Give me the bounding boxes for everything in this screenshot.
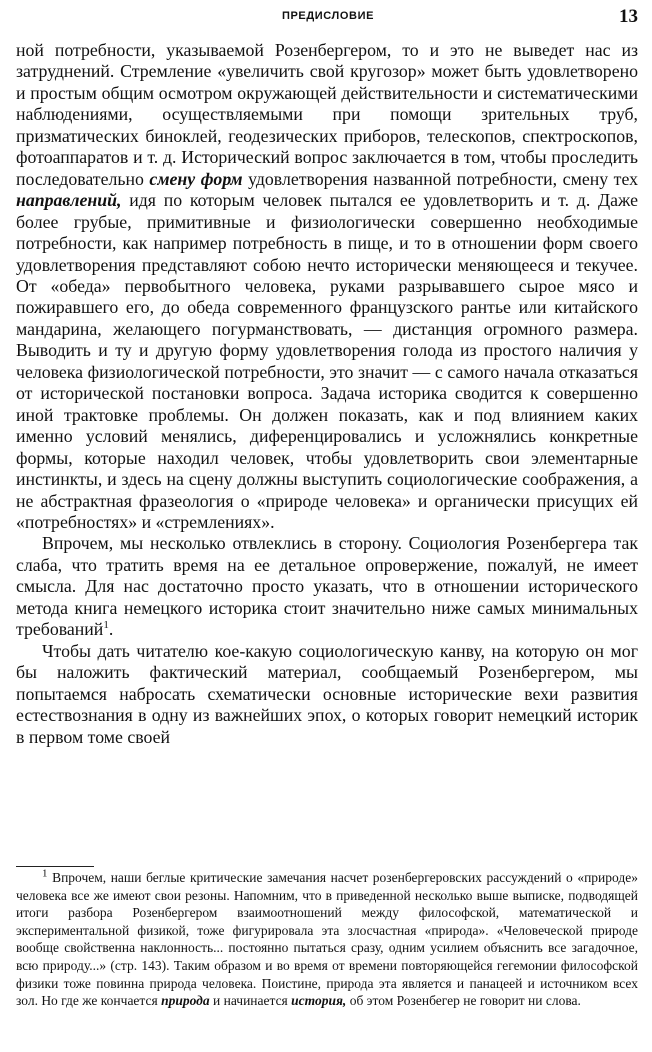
emphasis-priroda: природа [161, 993, 210, 1009]
paragraph-2-end: . [108, 619, 114, 640]
paragraph-1-part-c: идя по которым человек пытался ее удовлетворить и т. д. Даже более грубые, примитивные и физиологически совершенно необходимые потребности, как например потребность в пище, и то в отношении форм своего удовлетворения представляют собою нечто исторически меняющееся и текучее. От «обеда» первобытного человека, руками разрывавшего сырое мясо и пожиравшего его, до обеда современного французского рантье или китайского мандарина, желающего погурманствовать, — дистанция огромного размера. Выводить и ту и другую форму удовлетворения голода из простого наличия у человека физиологической потребности, это значит — с самого начала отказаться от исторической постановки вопроса. Задача историка сводится к совершенно иной трактовке проблемы. Он должен показать, как и под влиянием каких именно условий менялись, диференцировались и усложнялись конкретные формы, которые находил человек, чтобы удовлетворить свои элементарные инстинкты, и здесь на сцену должны выступить социологические соображения, а не абстрактная фразеология о «природе человека» и органически присущих ей «потребностях» и «стремлениях». [16, 190, 638, 532]
emphasis-napravleniy: направлений, [16, 190, 122, 211]
section-title: ПРЕДИСЛОВИЕ [281, 10, 375, 22]
footnote-part-c: об этом Розенбегер не говорит ни слова. [349, 993, 581, 1009]
footnote-divider [16, 866, 94, 867]
paragraph-2-text: Впрочем, мы несколько отвлеклись в сторону. Социология Розенбергера так слаба, что тратить время на ее детальное опровержение, пожалуй, не имеет смысла. Для нас достаточно просто указать, что в отношении исторического метода книга немецкого историка стоит значительно ниже самых минимальных требований [16, 533, 638, 640]
footnote-part-a: Впрочем, наши беглые критические замечания насчет розенбергеровских рассуждений о «природе» человека все же имеют свои резоны. Напомним, что в приведенной несколько выше выписке, подводящей итоги разбора Розенбергером взаимоотношений между философской, математической и экспериментальной физикой, тоже фигурировала эта злосчастная «природа». «Человеческой природе вообще свойственна наклонность... постоянно пытаться сразу, одним усилием объяснить все загадочное, всю природу...» (стр. 143). Таким образом и во время от времени повторяющейся гегемонии философской физики тоже повинна природа человека. Поистине, природа эта является и панацеей и источником всех зол. Но где же кончается [16, 870, 638, 1009]
paragraph-2 [16, 533, 638, 640]
body-text [16, 40, 638, 748]
footnote-reference[interactable]: 1 [103, 619, 109, 632]
paragraph-1-part-b: удовлетворения названной потребности, смену тех [248, 168, 638, 189]
emphasis-smenu-form: смену форм [149, 168, 243, 189]
paragraph-1 [16, 40, 638, 533]
footnote-part-b: и начинается [213, 993, 288, 1009]
footnote [16, 869, 638, 1010]
footnote-marker: 1 [42, 867, 48, 880]
emphasis-istoriya: история, [291, 993, 347, 1009]
running-head [18, 6, 638, 32]
page-number: 13 [619, 6, 638, 27]
paragraph-3 [16, 641, 638, 748]
paragraph-3-text: Чтобы дать читателю кое-какую социологическую канву, на которую он мог бы наложить фактический материал, сообщаемый Розенбергером, мы попытаемся набросать схематически основные исторические вехи развития естествознания в одну из важнейших эпох, о которых говорит немецкий историк в первом томе своей [16, 640, 638, 747]
paragraph-1-part-a: ной потребности, указываемой Розенбергером, то и это не выведет нас из затруднений. Стремление «увеличить свой кругозор» может быть удовлетворено и простым общим осмотром окружающей действительности и систематическими наблюдениями, осуществляемыми при помощи зрительных труб, призматических биноклей, геодезических приборов, телескопов, спектроскопов, фотоаппаратов и т. д. Исторический вопрос заключается в том, чтобы проследить последовательно [16, 40, 638, 189]
